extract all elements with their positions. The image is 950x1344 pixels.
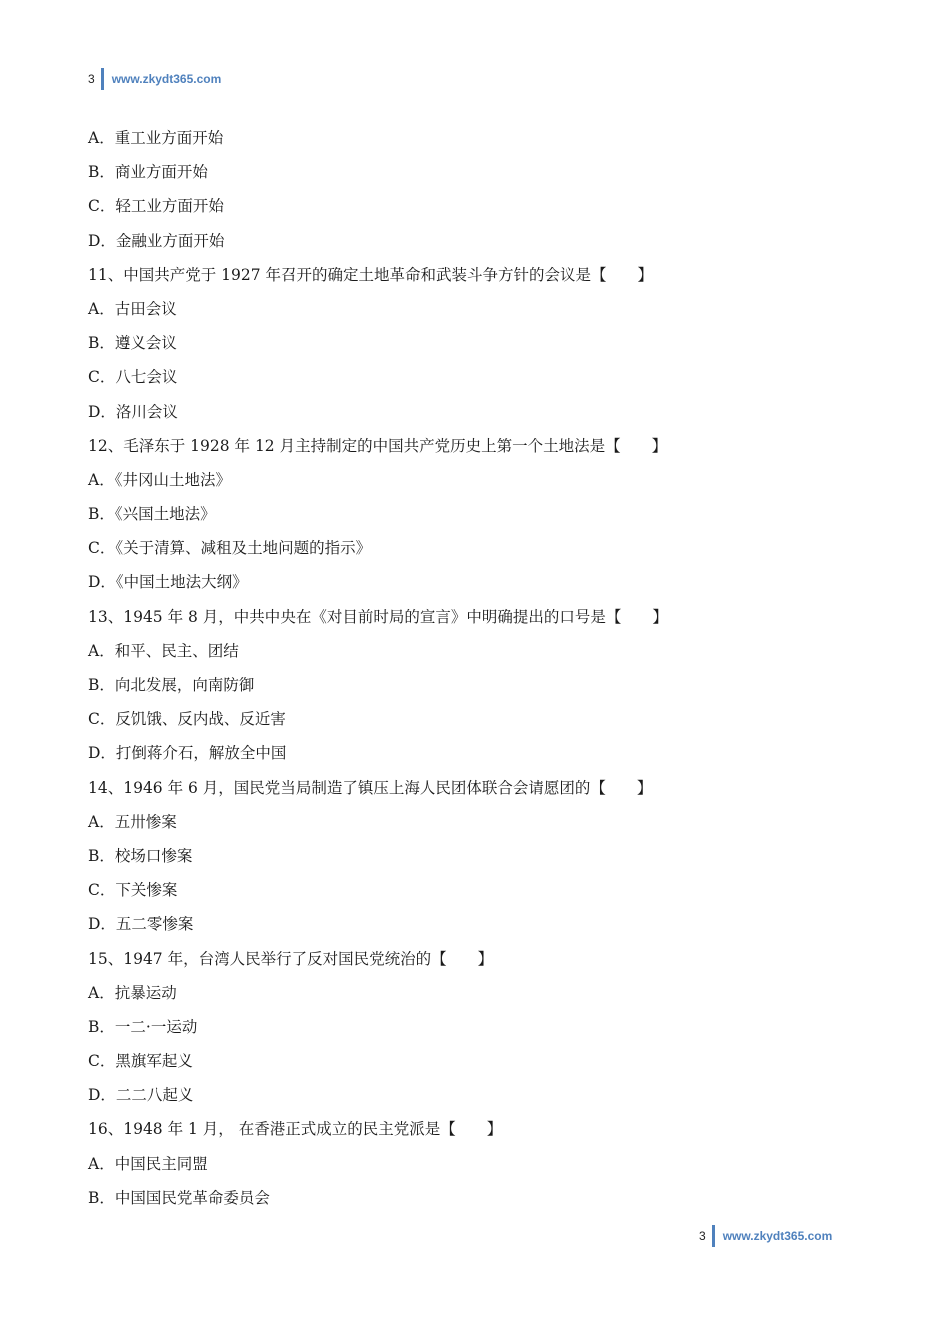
question-stem: 15、1947 年，台湾人民举行了反对国民党统治的【 】 [88,949,494,968]
answer-option: B．校场口惨案 [88,846,193,865]
answer-option: B．一二·一运动 [88,1017,198,1036]
answer-option: D．打倒蒋介石，解放全中国 [88,744,287,763]
answer-option: D．五二零惨案 [88,915,194,934]
document-body [88,124,868,1218]
answer-option: C．反饥饿、反内战、反近害 [88,710,286,729]
question-stem: 16、1948 年 1 月， 在香港正式成立的民主党派是【 】 [88,1120,503,1139]
footer-site-link[interactable]: www.zkydt365.com [722,1229,833,1243]
answer-option: A．和平、民主、团结 [88,641,239,660]
answer-option: D．二二八起义 [88,1086,194,1105]
question-stem: 14、1946 年 6 月，国民党当局制造了镇压上海人民团体联合会请愿团的【 】 [88,778,653,797]
answer-option: C．八七会议 [88,368,178,387]
answer-option: A．重工业方面开始 [88,129,224,147]
answer-option: A．《井冈山土地法》 [88,470,231,489]
page-footer [699,1225,832,1247]
answer-option: A．抗暴运动 [88,983,177,1002]
answer-option: B．《兴国土地法》 [88,505,216,524]
question-stem: 13、1945 年 8 月，中共中央在《对目前时局的宣言》中明确提出的口号是【 】 [88,607,668,626]
answer-option: A．中国民主同盟 [88,1154,208,1173]
answer-option: C．轻工业方面开始 [88,197,224,216]
answer-option: B．中国国民党革命委员会 [88,1188,270,1207]
answer-option: B．商业方面开始 [88,163,208,182]
answer-option: D．金融业方面开始 [88,231,225,250]
answer-option: B．遵义会议 [88,334,177,353]
question-stem: 12、毛泽东于 1928 年 12 月主持制定的中国共产党历史上第一个土地法是【 】 [88,436,668,455]
answer-option: D．《中国土地法大纲》 [88,573,248,592]
header-site-link[interactable]: www.zkydt365.com [111,72,222,86]
header-divider [101,68,104,90]
page-header [88,68,221,90]
footer-divider [712,1225,715,1247]
footer-page-number: 3 [699,1229,706,1243]
answer-option: D．洛川会议 [88,402,178,421]
header-page-number: 3 [88,72,95,86]
answer-option: C．《关于清算、减租及土地问题的指示》 [88,539,372,558]
answer-option: A．五卅惨案 [88,812,177,831]
answer-option: C．下关惨案 [88,881,178,900]
question-stem: 11、中国共产党于 1927 年召开的确定土地革命和武装斗争方针的会议是【 】 [88,265,654,284]
answer-option: A．古田会议 [88,299,177,318]
answer-option: C．黑旗军起义 [88,1052,193,1071]
answer-option: B．向北发展，向南防御 [88,676,255,694]
